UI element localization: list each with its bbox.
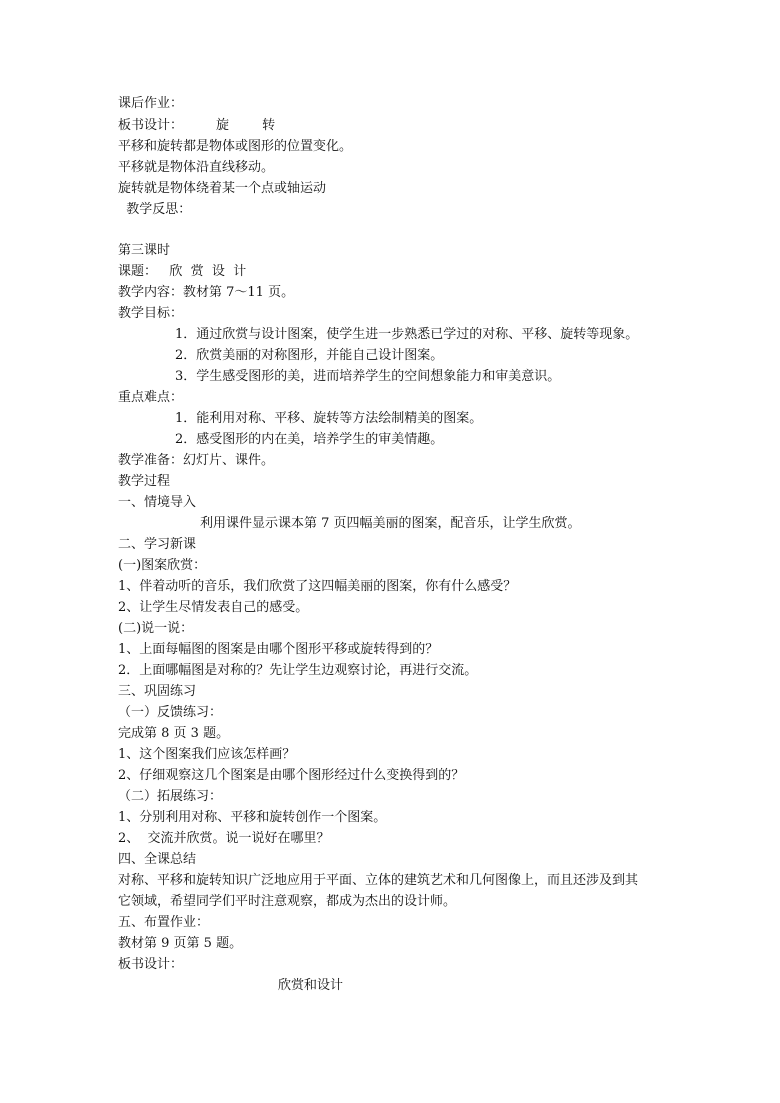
text-line: 二、学习新课	[118, 537, 197, 552]
text-line: 1、上面每幅图的图案是由哪个图形平移或旋转得到的？	[118, 642, 439, 657]
text-line: 1、分别利用对称、平移和旋转创作一个图案。	[118, 810, 387, 825]
text-line: 2．欣赏美丽的对称图形，并能自己设计图案。	[175, 348, 444, 363]
text-line: 2．上面哪幅图是对称的？先让学生边观察讨论，再进行交流。	[118, 663, 478, 678]
text-line: 教学反思：	[118, 202, 192, 217]
text-line: 3．学生感受图形的美，进而培养学生的空间想象能力和审美意识。	[175, 369, 561, 384]
text-line: 2、仔细观察这几个图案是由哪个图形经过什么变换得到的？	[118, 768, 465, 783]
text-line: 教学过程	[118, 474, 171, 489]
text-line: 2、让学生尽情发表自己的感受。	[118, 600, 309, 615]
text-line: 1、伴着动听的音乐，我们欣赏了这四幅美丽的图案，你有什么感受？	[118, 579, 517, 594]
text-line: 平移就是物体沿直线移动。	[118, 160, 275, 175]
text-line: 教学内容：教材第 7～11 页。	[118, 285, 295, 300]
text-line: 1、这个图案我们应该怎样画？	[118, 747, 296, 762]
text-line: 板书设计：	[118, 957, 184, 972]
text-line: 第三课时	[118, 243, 171, 258]
text-line: 2、 交流并欣赏。说一说好在哪里？	[118, 831, 330, 846]
text-line: 五、布置作业：	[118, 915, 210, 930]
text-line: (二)说一说：	[118, 621, 194, 636]
text-line: （二）拓展练习：	[118, 789, 223, 804]
text-line: 2．感受图形的内在美，培养学生的审美情趣。	[175, 432, 444, 447]
text-line: 课题： 欣 赏 设 计	[118, 264, 247, 279]
text-line: 三、巩固练习	[118, 684, 197, 699]
text-line: 一、情境导入	[118, 495, 197, 510]
text-line: 旋转就是物体绕着某一个点或轴运动	[118, 181, 327, 196]
text-line: 它领域，希望同学们平时注意观察，都成为杰出的设计师。	[118, 894, 457, 909]
text-line: 教材第 9 页第 5 题。	[118, 936, 243, 951]
text-line: 对称、平移和旋转知识广泛地应用于平面、立体的建筑艺术和几何图像上，而且还涉及到其	[118, 873, 639, 888]
text-line: 1．能利用对称、平移、旋转等方法绘制精美的图案。	[175, 411, 483, 426]
text-line: 教学目标：	[118, 306, 184, 321]
text-line: 1．通过欣赏与设计图案，使学生进一步熟悉已学过的对称、平移、旋转等现象。	[175, 327, 639, 342]
text-line: 四、全课总结	[118, 852, 197, 867]
text-line: 重点难点：	[118, 390, 184, 405]
text-line: 欣赏和设计	[278, 978, 344, 993]
text-line: (一)图案欣赏：	[118, 558, 207, 573]
text-line: 利用课件显示课本第 7 页四幅美丽的图案，配音乐，让学生欣赏。	[200, 516, 581, 531]
text-line: 平移和旋转都是物体或图形的位置变化。	[118, 139, 353, 154]
text-line: 板书设计： 旋 转	[118, 118, 276, 133]
text-line: 教学准备：幻灯片、课件。	[118, 453, 275, 468]
text-line: （一）反馈练习：	[118, 705, 223, 720]
text-line: 课后作业：	[118, 96, 184, 111]
text-line: 完成第 8 页 3 题。	[118, 726, 230, 741]
